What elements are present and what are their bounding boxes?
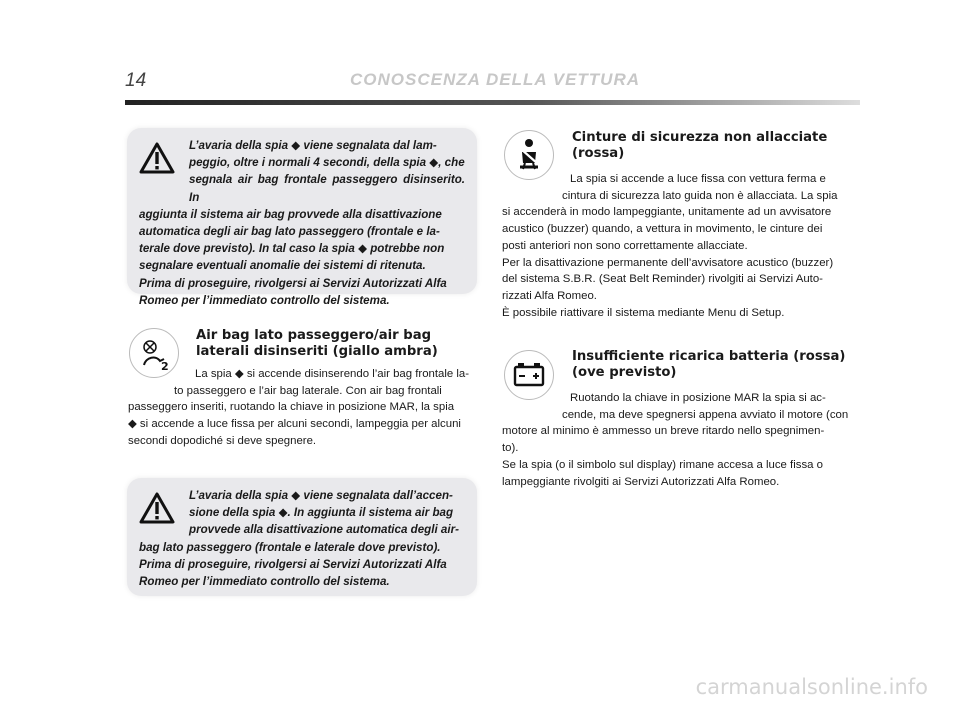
airbag-line: to passeggero e l’air bag laterale. Con air bag frontali xyxy=(174,384,442,397)
seatbelt-line: cintura di sicurezza lato guida non è allacciata. La spia xyxy=(562,189,838,202)
warning-2-line: Prima di proseguire, rivolgersi ai Servizi Autorizzati Alfa xyxy=(139,557,447,571)
airbag-icon-badge: 2 xyxy=(161,360,169,373)
section-title: CONOSCENZA DELLA VETTURA xyxy=(350,70,641,89)
seatbelt-line: posti anteriori non sono correttamente allacciate. xyxy=(502,239,748,252)
warning-box-1 xyxy=(127,128,477,307)
seatbelt-heading-line: Cinture di sicurezza non allacciate xyxy=(572,130,828,145)
battery-body xyxy=(502,390,857,490)
warning-2-line: sione della spia ◆. In aggiunta il sistema air bag xyxy=(189,506,454,520)
battery-line: motore al minimo è ammesso un breve ritardo nello spegnimen- xyxy=(502,425,825,438)
battery-line: Ruotando la chiave in posizione MAR la spia si ac- xyxy=(570,392,826,404)
warning-1-line: Prima di proseguire, rivolgersi ai Servizi Autorizzati Alfa xyxy=(139,276,447,290)
airbag-line: passeggero inseriti, ruotando la chiave in posizione MAR, la spia xyxy=(128,401,455,414)
airbag-body xyxy=(128,366,478,450)
seatbelt-body xyxy=(502,171,857,321)
warning-2-text xyxy=(139,487,465,590)
seatbelt-line: Per la disattivazione permanente dell’avvisatore acustico (buzzer) xyxy=(502,256,834,269)
warning-1-line: L’avaria della spia ◆ viene segnalata dal lam- xyxy=(189,139,437,152)
warning-1-line: aggiunta il sistema air bag provvede alla disattivazione xyxy=(139,207,442,221)
airbag-line: ◆ si accende a luce fissa per alcuni secondi, lampeggia per alcuni xyxy=(128,418,461,431)
airbag-line: secondi dopodiché si deve spegnere. xyxy=(128,434,317,447)
seatbelt-line: del sistema S.B.R. (Seat Belt Reminder) rivolgiti ai Servizi Auto- xyxy=(502,273,823,286)
warning-2-line: L’avaria della spia ◆ viene segnalata dall’accen- xyxy=(189,489,453,502)
airbag-line: La spia ◆ si accende disinserendo l’air bag frontale la- xyxy=(195,368,470,380)
warning-2-line: provvede alla disattivazione automatica degli air- xyxy=(189,523,459,537)
warning-box-2 xyxy=(127,478,477,596)
battery-line: Se la spia (o il simbolo sul display) rimane accesa a luce fissa o xyxy=(502,458,823,471)
battery-heading-line: Insufficiente ricarica batteria (rossa) xyxy=(572,349,846,364)
seatbelt-line: acustico (buzzer) quando, a vettura in movimento, le cinture dei xyxy=(502,223,823,236)
seatbelt-line: rizzati Alfa Romeo. xyxy=(502,289,597,302)
airbag-heading-line: laterali disinseriti (giallo ambra) xyxy=(196,343,438,359)
battery-line: cende, ma deve spegnersi appena avviato il motore (con xyxy=(562,408,849,421)
warning-2-line: bag lato passeggero (frontale e laterale dove previsto). xyxy=(139,540,441,554)
warning-1-line: segnalare eventuali anomalie dei sistemi di ritenuta. xyxy=(139,259,426,273)
warning-1-line: segnala air bag frontale passeggero disinserito. In xyxy=(189,173,465,204)
warning-2-line: Romeo per l’immediato controllo del sistema. xyxy=(139,575,390,589)
seatbelt-line: si accenderà in modo lampeggiante, unitamente ad un avvisatore xyxy=(502,206,832,219)
battery-heading xyxy=(572,349,845,380)
warning-1-line: automatica degli air bag lato passeggero (frontale e la- xyxy=(139,225,440,239)
seatbelt-line: È possibile riattivare il sistema mediante Menu di Setup. xyxy=(502,306,785,319)
header-rule xyxy=(125,100,860,105)
warning-1-line: peggio, oltre i normali 4 secondi, della spia ◆, che xyxy=(189,156,465,170)
watermark: carmanualsonline.info xyxy=(695,675,928,699)
warning-1-text xyxy=(139,137,465,309)
seatbelt-line: La spia si accende a luce fissa con vettura ferma e xyxy=(570,173,826,185)
airbag-heading-line: Air bag lato passeggero/air bag xyxy=(196,328,432,343)
seatbelt-heading-line: (rossa) xyxy=(572,145,625,161)
warning-1-line: Romeo per l’immediato controllo del sistema. xyxy=(139,293,390,307)
battery-heading-line: (ove previsto) xyxy=(572,364,677,380)
warning-1-line: terale dove previsto). In tal caso la spia ◆ potrebbe non xyxy=(139,242,445,256)
battery-line: to). xyxy=(502,442,519,455)
page-number: 14 xyxy=(125,70,147,91)
seatbelt-heading xyxy=(572,130,827,161)
airbag-heading xyxy=(196,328,438,359)
battery-line: lampeggiante rivolgiti ai Servizi Autorizzati Alfa Romeo. xyxy=(502,475,780,488)
